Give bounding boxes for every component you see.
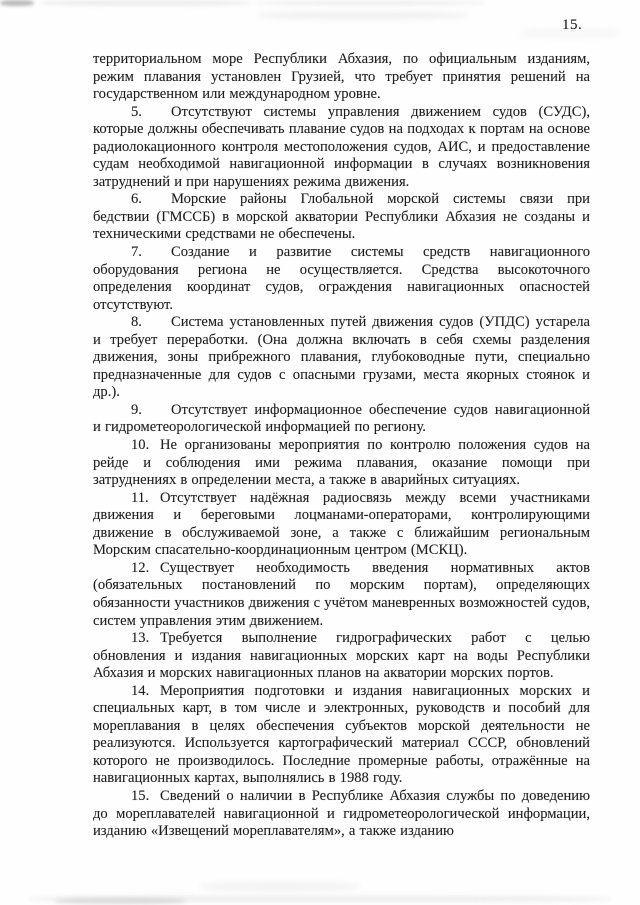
paragraph-text: Сведений о наличии в Республике Абхазия службы по доведению до мореплавателей навигационной и гидрометеорологической информации, изданию «Извещений мореплавателям», а также изданию [93, 787, 590, 840]
paragraph-text: Система установленных путей движения судов (УПДС) устарела и требует переработки. (Она должна включать в себя схемы разделения движения, зоны прибрежного плавания, глубоководные пути, специально предназначенные для судов с опасными грузами, места якорных стоянок и др.). [93, 314, 590, 401]
paragraph-text: Отсутствует информационное обеспечение судов навигационной и гидрометеорологической информацией по региону. [93, 401, 590, 436]
paragraph-text: Создание и развитие системы средств навигационного оборудования региона не осуществляется. Средства высокоточного определения координат судов, ограждения навигационных опасностей отсутствуют. [93, 244, 590, 313]
paragraph-number: 13. [131, 630, 150, 647]
paragraph [93, 104, 590, 192]
scan-artifact-bottom-blob [200, 882, 360, 891]
scan-artifact-top-streak [40, 1, 250, 5]
paragraph [93, 630, 590, 683]
paragraph-text: Мероприятия подготовки и издания навигационных морских и специальных карт, в том числе и электронных, руководств и пособий для мореплавания в целях обеспечения субъектов морской деятельности не реализуются. Используется картографический материал СССР, обновлений которого не производилось. Последние промерные работы, отражённые на навигационных картах, выполнялись в 1988 году. [93, 682, 590, 787]
paragraph [93, 191, 590, 244]
paragraph-number: 6. [131, 191, 142, 208]
paragraph [93, 437, 590, 490]
scan-artifact-bottom-band [30, 896, 610, 902]
paragraph [93, 244, 590, 314]
paragraph [93, 314, 590, 402]
paragraph-number: 7. [131, 244, 142, 261]
paragraph-text: Отсутствует надёжная радиосвязь между всеми участниками движения и береговыми лоцманами-операторами, контролирующими движение в обслуживаемой зоне, а также с ближайшим региональным Морским спасательно-координационным центром (МСКЦ). [93, 489, 590, 559]
paragraph-text: Морские районы Глобальной морской системы связи при бедствии (ГМССБ) в морской акватории Республики Абхазия не созданы и техническими средствами не обеспечены. [93, 191, 590, 243]
scan-artifact-top-smudge [258, 12, 468, 19]
paragraph-number: 12. [131, 559, 150, 576]
paragraph [93, 560, 590, 630]
paragraph-text: Требуется выполнение гидрографических работ с целью обновления и издания навигационных морских карт на воды Республики Абхазия и морских навигационных планов на акватории морских портов. [93, 630, 590, 682]
paragraph-continuation: территориальном море Республики Абхазия, по официальным изданиям, режим плавания установлен Грузией, что требует принятия решений на государственном или международном уровне. [93, 51, 590, 103]
paragraph-number: 5. [131, 103, 142, 120]
paragraph-text: Существует необходимость введения нормативных актов (обязательных постановлений по морским портам), определяющих обязанности участников движения с учётом маневренных возможностей судов, систем управления этим движением. [93, 559, 590, 629]
paragraph-number: 15. [131, 787, 150, 804]
scan-artifact-top-streak [255, 1, 485, 5]
scan-artifact-bottom-dark [55, 898, 185, 904]
page-number: 15. [562, 17, 583, 33]
paragraph [93, 490, 590, 560]
paragraph-number: 9. [131, 401, 142, 418]
paragraph [93, 788, 590, 841]
paragraph [93, 402, 590, 437]
paragraph [93, 683, 590, 788]
paragraph-number: 11. [131, 489, 149, 506]
paragraph-number: 14. [131, 682, 150, 699]
document-text [93, 51, 590, 841]
paragraph-number: 10. [131, 437, 150, 454]
scan-artifact-top-corner [0, 0, 34, 6]
paragraph-number: 8. [131, 314, 142, 331]
paragraph-text: Отсутствуют системы управления движением судов (СУДС), которые должны обеспечивать плавание судов на подходах к портам на основе радиолокационного контроля местоположения судов, АИС, и предоставление судам необходимой навигационной информации в случаях возникновения затруднений и при нарушениях режима движения. [93, 103, 590, 190]
paragraph-text: Не организованы мероприятия по контролю положения судов на рейде и соблюдения ими режима плавания, оказание помощи при затруднениях в определении места, а также в аварийных ситуациях. [93, 437, 590, 489]
